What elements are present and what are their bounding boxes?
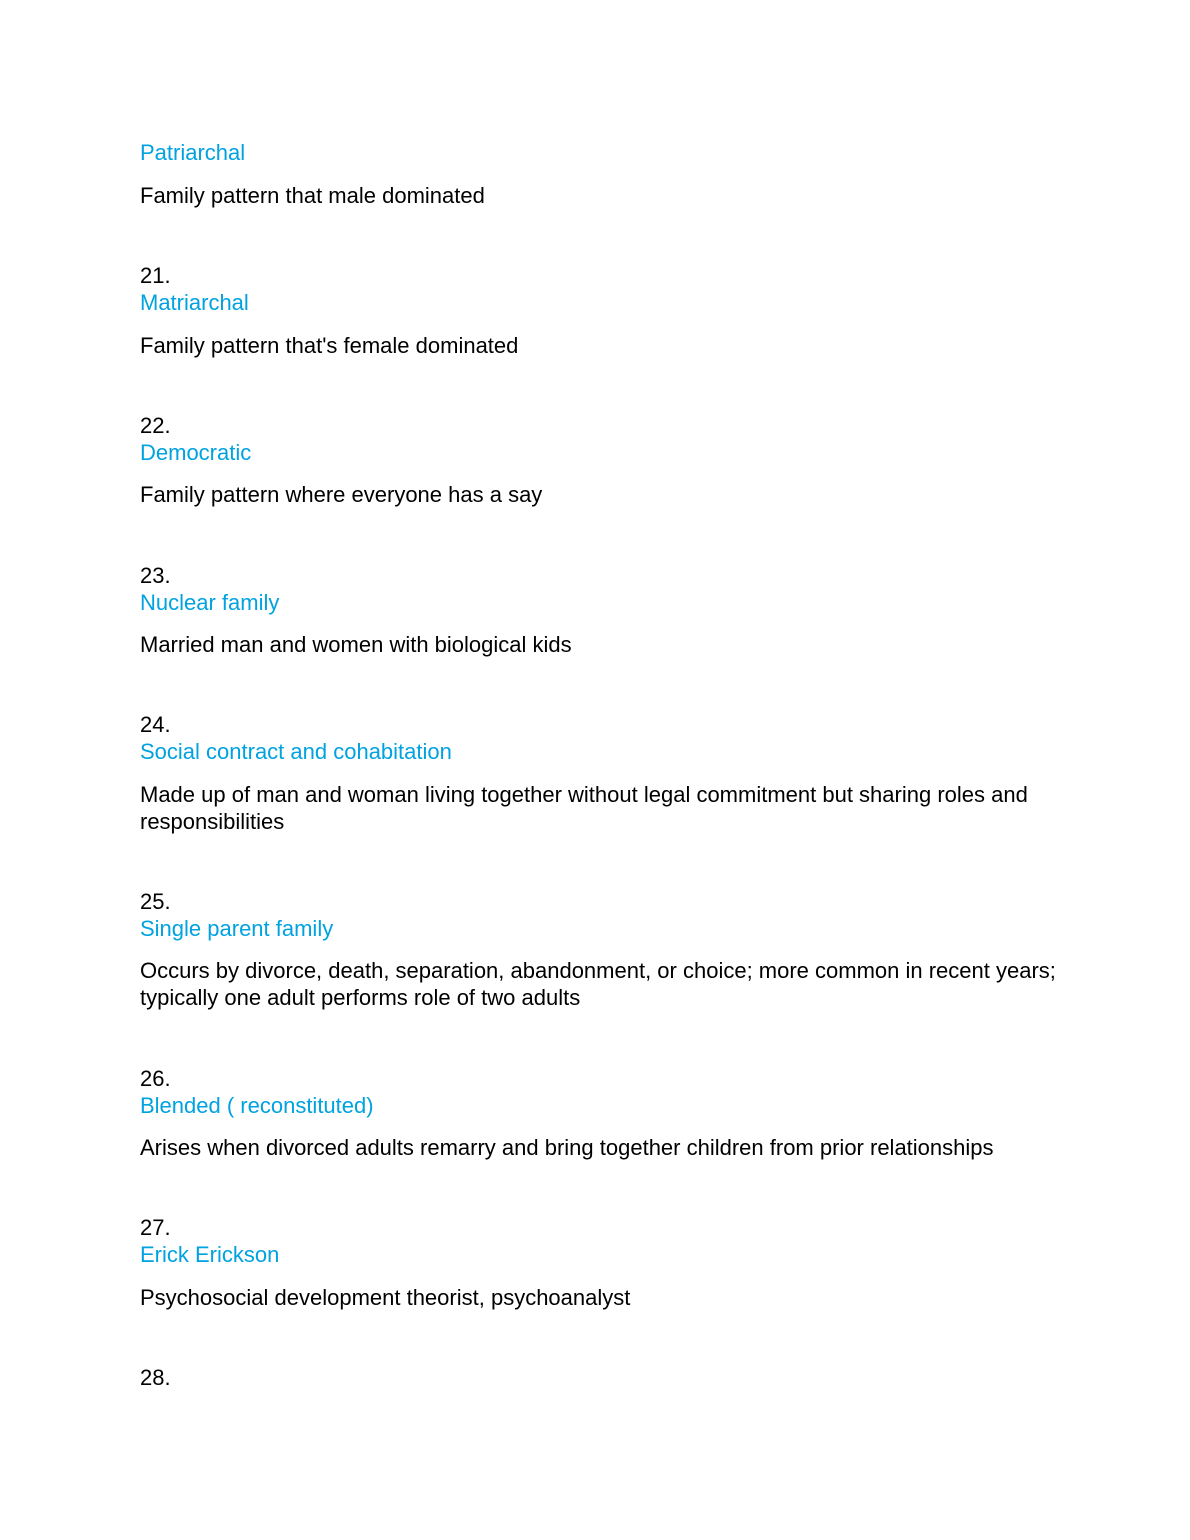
definition-social-contract: Made up of man and woman living together without legal commitment but sharing roles and responsibilities: [140, 782, 1028, 834]
definition-democratic: Family pattern where everyone has a say: [140, 482, 543, 507]
entry-number-21: 21.: [140, 263, 171, 288]
term-blended: Blended ( reconstituted): [140, 1093, 374, 1118]
entry-number-26: 26.: [140, 1066, 171, 1091]
term-democratic: Democratic: [140, 440, 252, 465]
term-erick-erickson: Erick Erickson: [140, 1242, 280, 1267]
entry-number-27: 27.: [140, 1215, 171, 1240]
entry-number-28: 28.: [140, 1365, 171, 1390]
entry-number-25: 25.: [140, 889, 171, 914]
definition-single-parent-family: Occurs by divorce, death, separation, abandonment, or choice; more common in recent years; typically one adult performs role of two adults: [140, 958, 1056, 1010]
entry-number-23: 23.: [140, 563, 171, 588]
definition-erick-erickson: Psychosocial development theorist, psychoanalyst: [140, 1285, 631, 1310]
term-patriarchal: Patriarchal: [140, 140, 246, 165]
definition-matriarchal: Family pattern that's female dominated: [140, 333, 519, 358]
term-matriarchal: Matriarchal: [140, 290, 249, 315]
definition-blended: Arises when divorced adults remarry and bring together children from prior relationships: [140, 1135, 994, 1160]
term-single-parent-family: Single parent family: [140, 916, 334, 941]
entry-number-24: 24.: [140, 712, 171, 737]
definition-nuclear-family: Married man and women with biological kids: [140, 632, 572, 657]
entry-number-22: 22.: [140, 413, 171, 438]
term-social-contract: Social contract and cohabitation: [140, 739, 452, 764]
definition-patriarchal: Family pattern that male dominated: [140, 183, 485, 208]
term-nuclear-family: Nuclear family: [140, 590, 280, 615]
